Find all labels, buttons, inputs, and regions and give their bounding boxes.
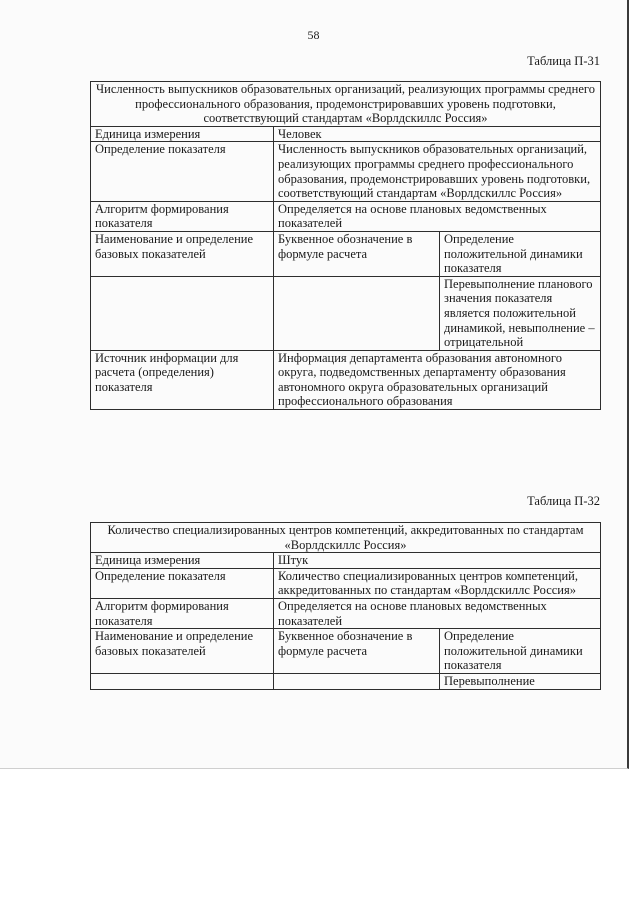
table2-letter-label: Буквенное обозначение в формуле расчета <box>274 629 440 674</box>
table1-letter-label: Буквенное обозначение в формуле расчета <box>274 231 440 276</box>
table-p31 <box>90 81 601 410</box>
table-row <box>91 82 601 127</box>
table-row <box>91 276 601 350</box>
table2-caption: Таблица П-32 <box>527 494 600 508</box>
table1-dynamics-label: Определение положительной динамики показателя <box>440 231 601 276</box>
table2-title: Количество специализированных центров компетенций, аккредитованных по стандартам «Ворлдскиллс Россия» <box>91 523 601 553</box>
table1-algorithm-label: Алгоритм формирования показателя <box>91 201 274 231</box>
table-row <box>91 629 601 674</box>
table2-dynamics-label: Определение положительной динамики показателя <box>440 629 601 674</box>
table2-unit-label: Единица измерения <box>91 553 274 569</box>
table-row <box>91 673 601 689</box>
table1-empty-cell <box>274 276 440 350</box>
table2-empty-cell <box>91 673 274 689</box>
table-row <box>91 201 601 231</box>
table-row <box>91 142 601 201</box>
table-row <box>91 598 601 628</box>
table1-unit-label: Единица измерения <box>91 126 274 142</box>
table2-definition-label: Определение показателя <box>91 568 274 598</box>
table2-algorithm-label: Алгоритм формирования показателя <box>91 598 274 628</box>
table1-algorithm-value: Определяется на основе плановых ведомственных показателей <box>274 201 601 231</box>
table2-dynamics-value: Перевыполнение <box>440 673 601 689</box>
table2-base-label: Наименование и определение базовых показателей <box>91 629 274 674</box>
table-row <box>91 568 601 598</box>
table1-title: Численность выпускников образовательных организаций, реализующих программы среднего профессионального образования, продемонстрировавших уровень подготовки, соответствующий стандартам «Ворлдскиллс Россия» <box>91 82 601 127</box>
table-row <box>91 126 601 142</box>
table1-unit-value: Человек <box>274 126 601 142</box>
table1-definition-label: Определение показателя <box>91 142 274 201</box>
table2-empty-cell <box>274 673 440 689</box>
table1-source-label: Источник информации для расчета (определения) показателя <box>91 350 274 409</box>
table1-base-label: Наименование и определение базовых показателей <box>91 231 274 276</box>
table1-empty-cell <box>91 276 274 350</box>
table-p32 <box>90 522 601 690</box>
page-number: 58 <box>307 28 320 42</box>
table-row <box>91 231 601 276</box>
table1-source-value: Информация департамента образования автономного округа, подведомственных департаменту образования автономного округа образовательных организаций профессионального образования <box>274 350 601 409</box>
table1-caption: Таблица П-31 <box>527 54 600 68</box>
table1-definition-value: Численность выпускников образовательных организаций, реализующих программы среднего профессионального образования, продемонстрировавших уровень подготовки, соответствующий стандартам «Ворлдскиллс Россия» <box>274 142 601 201</box>
table1-dynamics-value: Перевыполнение планового значения показателя является положительной динамикой, невыполнение – отрицательной <box>440 276 601 350</box>
table-row <box>91 523 601 553</box>
table-row <box>91 553 601 569</box>
table-row <box>91 350 601 409</box>
table2-definition-value: Количество специализированных центров компетенций, аккредитованных по стандартам «Ворлдскиллс Россия» <box>274 568 601 598</box>
table2-unit-value: Штук <box>274 553 601 569</box>
table2-algorithm-value: Определяется на основе плановых ведомственных показателей <box>274 598 601 628</box>
